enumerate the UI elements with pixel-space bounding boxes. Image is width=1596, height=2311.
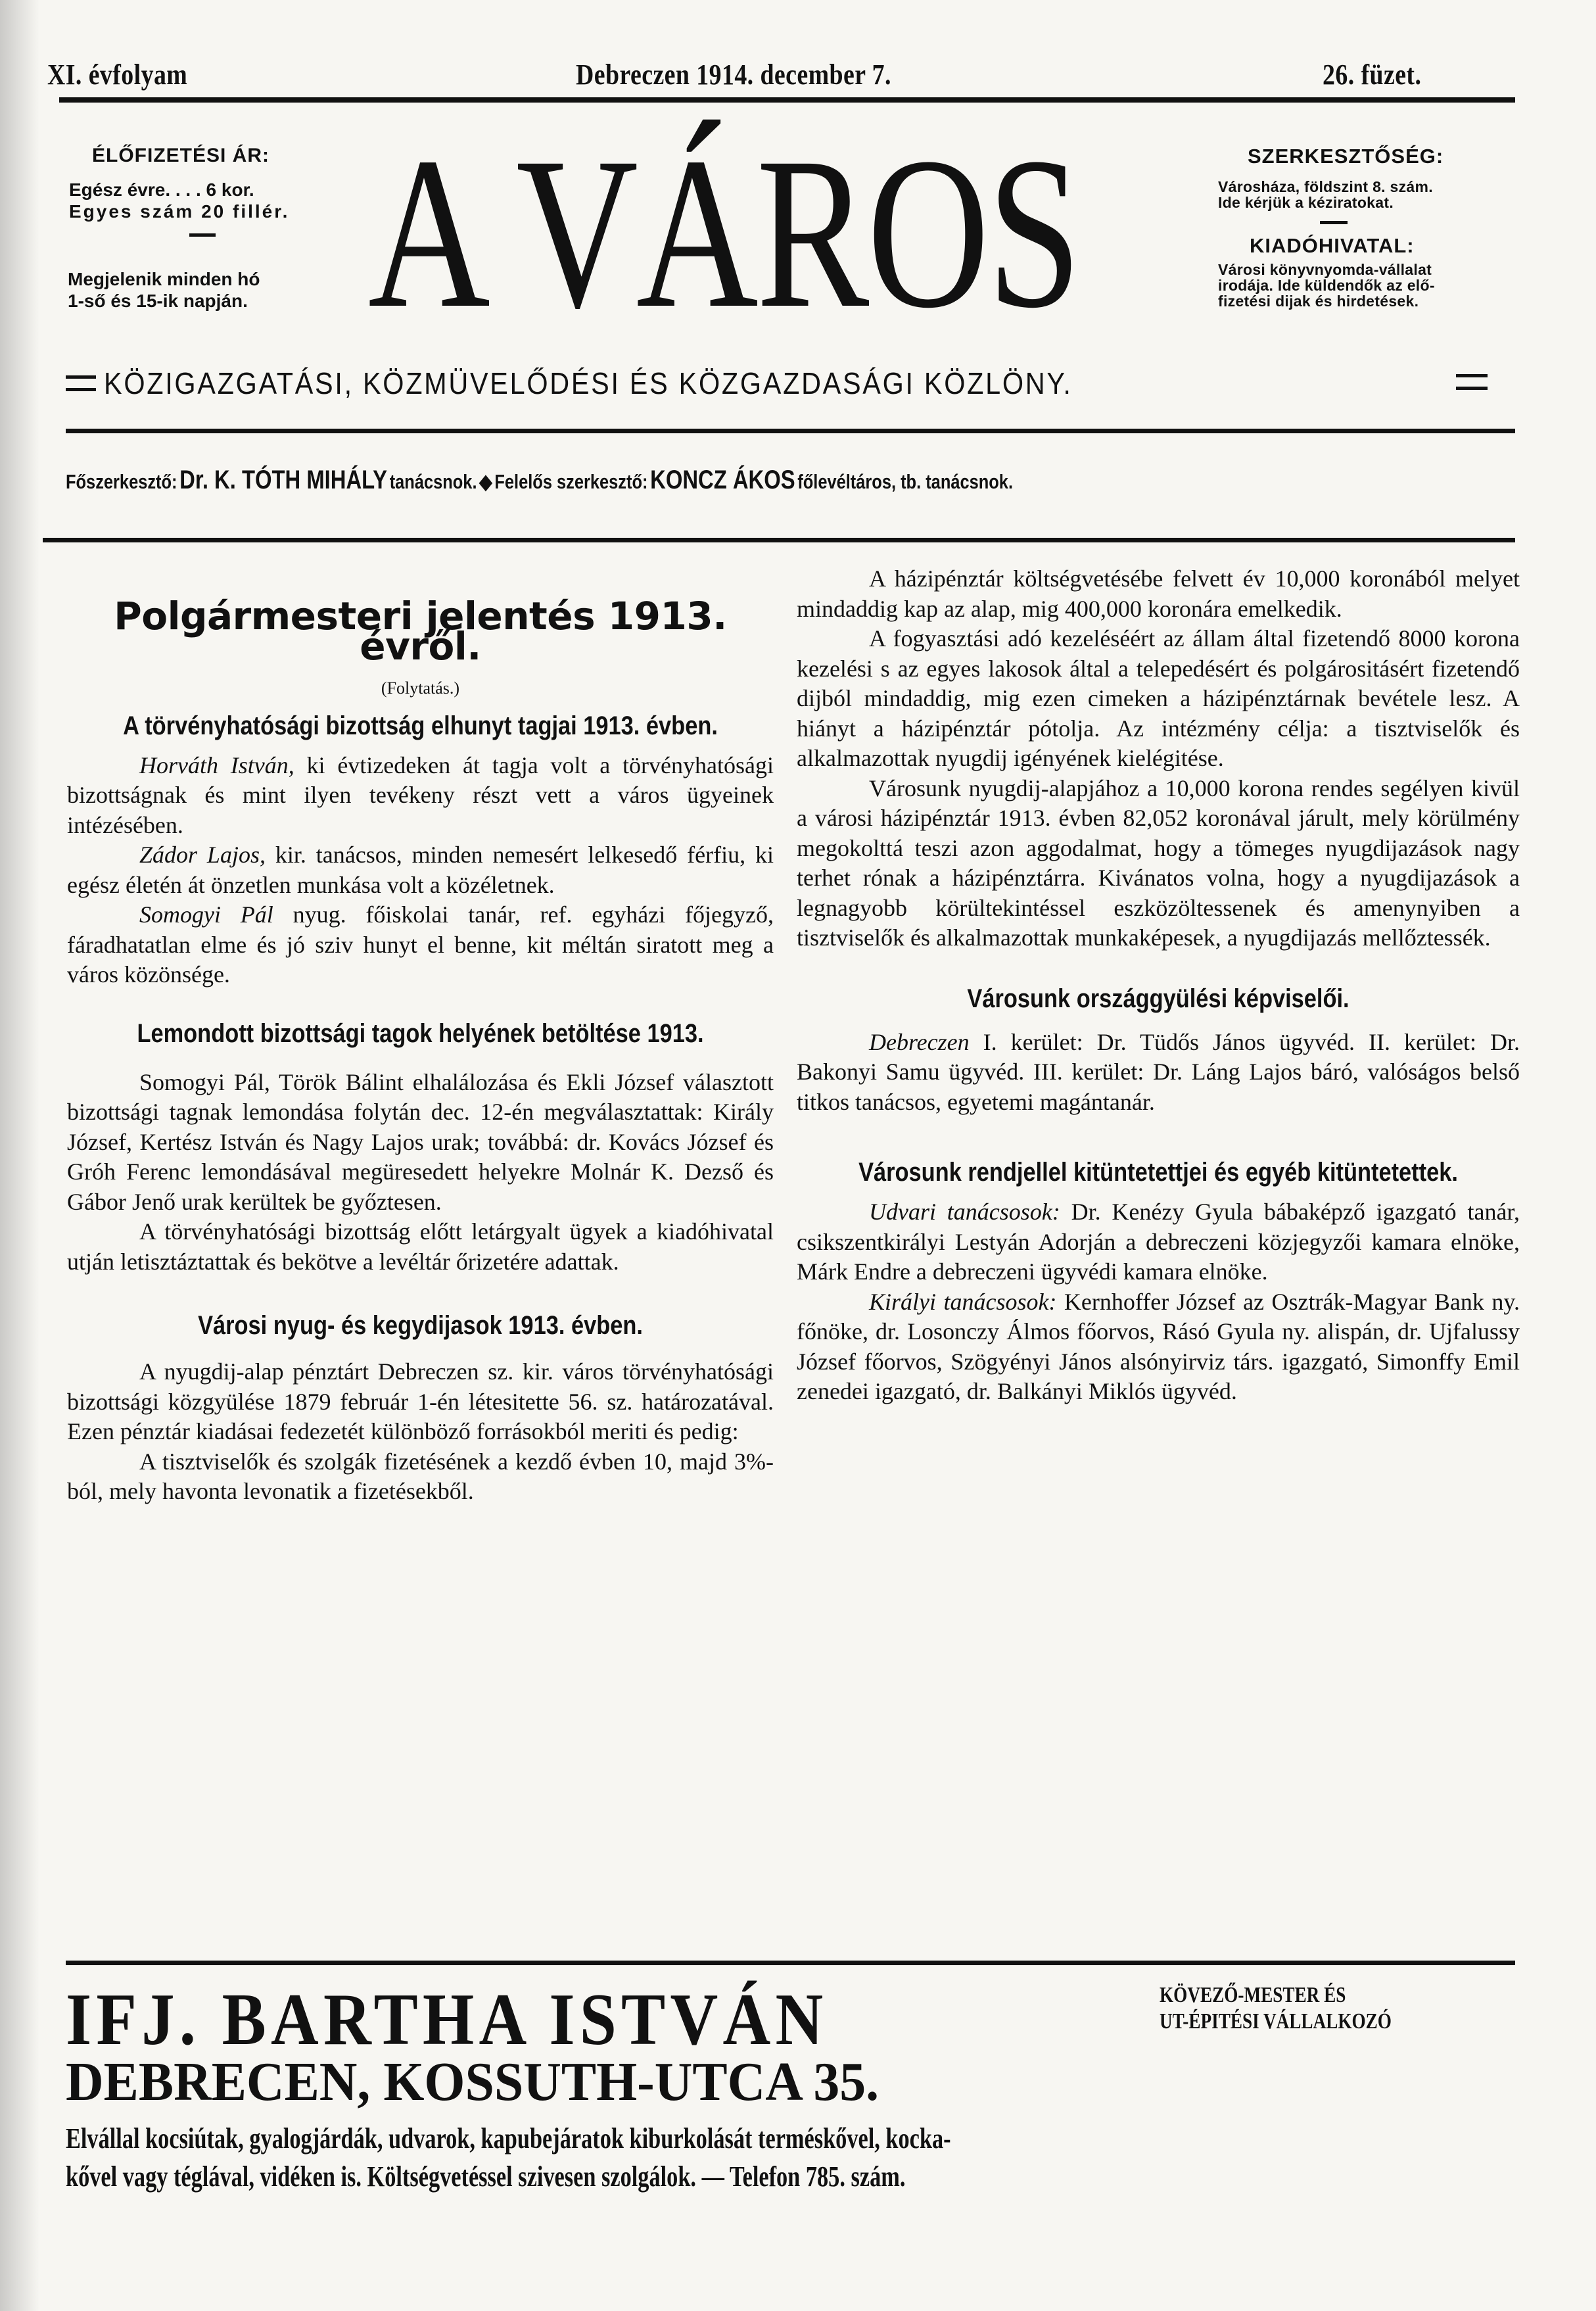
paragraph [67,751,774,841]
subtitle: KÖZIGAZGATÁSI, KÖZMÜVELŐDÉSI ÉS KÖZGAZDASÁGI KÖZLÖNY. [104,366,1073,400]
paragraph: Városunk nyugdij-alapjához a 10,000 korona rendes segélyen kivül a városi házipénztár 1913. évben 82,052 koronával járult, mely körülmény megokolttá teszi azon aggodalmat, hogy a tömeges nyugdijazások nagy terhet rónak a házipénztárra. Kivánatos volna, hogy a nyugdijazások a legnagyobb körültekintéssel eszközöltessenek és amenynyiben a tisztviselők és alkalmazottak munkaképesek, a nyugdijazás mellőztessék. [797,774,1520,951]
advert-body-line-1: Elvállal kocsiútak, gyalogjárdák, udvarok, kapubejáratok kiburkolását terméskővel, kocka- [66,2122,951,2155]
section-heading-pensioners: Városi nyug- és kegydijasok 1913. évben. [198,1311,643,1340]
paragraph-text: Dr. Kenézy Gyula bábaképző igazgató tanár, csikszentkirályi Lestyán Adorján a debreczeni közjegyzői kamara elnöke, Márk Endre a debreczeni ügyvédi kamara elnöke. [797,1199,1520,1285]
publisher-office-line1: Városi könyvnyomda-vállalat [1218,261,1432,278]
label: Udvari tanácsosok: [869,1199,1060,1225]
person-name: Somogyi Pál [139,901,273,928]
paragraph: A házipénztár költségvetésébe felvett év 10,000 koronából melyet mindaddig kap az alap, mig 400,000 koronára emelkedik. [797,565,1520,622]
chief-editor-name: Dr. K. TÓTH MIHÁLY [179,465,388,494]
subscription-yearly-price: Egész évre. . . . 6 kor. [69,179,254,200]
place-date: Debreczen 1914. december 7. [576,59,891,91]
publisher-office-line2: irodája. Ide küldendők az elő- [1218,277,1435,294]
paragraph: Somogyi Pál, Török Bálint elhalálozása és Ekli József választott bizottsági tagnak lemondása folytán dec. 12-én megválasztattak: Király József, Kertész István és Nagy Lajos urak; továbbá: dr. Kovács József és Gróh Ferenc lemondásával megüresedett helyekre Molnár K. Dezső és Gábor Jenő urak kerültek be győztesen. [67,1068,774,1215]
paragraph [67,840,774,900]
responsible-editor-label: Felelős szerkesztő: [494,470,648,493]
publication-frequency: Megjelenik minden hó [68,269,260,289]
subscription-single-price: Egyes szám 20 fillér. [69,201,290,222]
paragraph-text: nyug. főiskolai tanár, ref. egyházi főjegyző, fáradhatatlan elme és jó sziv hunyt el benne, kit méltán siratott meg a város közönsége. [67,901,774,988]
paragraph: A törvényhatósági bizottság előtt letárgyalt ügyek a kiadóhivatal utján letisztáztattak és bekötve a levéltár őrizetére adattak. [67,1218,774,1275]
advert-company-name: IFJ. BARTHA ISTVÁN [66,1979,828,2061]
chief-editor-title: tanácsnok. [389,470,477,493]
left-column [67,594,774,1507]
responsible-editor-name: KONCZ ÁKOS [650,465,795,494]
advert-address: DEBRECEN, KOSSUTH-UTCA 35. [66,2051,880,2112]
advert-body-line-2: kővel vagy téglával, vidéken is. Költségvetéssel szivesen szolgálok. — Telefon 785. szám. [66,2160,906,2193]
paragraph [797,1028,1520,1118]
paragraph: A fogyasztási adó kezeléséért az állam által fizetendő 8000 korona kezelési s az egyes lakosok által a telepedésért és polgárositásért fizetendő dijból mindaddig, mig ezen cimeken a házipénztárnak bevétele lesz. A hiányt a házipénztár pótolja. Az intézmény célja: a tisztviselők és alkalmazottak nyugdij igényének kielégitése. [797,625,1520,771]
subtitle-rule [66,429,1515,433]
advert-tagline-2: UT-ÉPITÉSI VÁLLALKOZÓ [1160,2009,1392,2034]
responsible-editor-title: főlevéltáros, tb. tanácsnok. [797,470,1014,493]
editors-rule [43,538,1515,542]
paragraph [67,900,774,990]
editors-line [66,465,1013,495]
subtitle-row [66,366,1512,401]
chief-editor-label: Főszerkesztő: [66,470,177,493]
place-name: Debreczen [869,1028,970,1055]
advert-rule [66,1961,1515,1965]
paragraph: A tisztviselők és szolgák fizetésének a kezdő évben 10, majd 3%-ból, mely havonta levonatik a fizetésekből. [67,1448,774,1504]
diamond-separator-icon: ◆ [479,470,492,493]
editorial-office-note: Ide kérjük a kéziratokat. [1218,194,1394,211]
label: Királyi tanácsosok: [869,1288,1057,1315]
double-rule-ornament [66,375,96,391]
section-heading-deceased-members: A törvényhatósági bizottság elhunyt tagjai 1913. évben. [123,711,718,740]
paragraph [797,1287,1520,1407]
paragraph: A nyugdij-alap pénztárt Debreczen sz. kir. város törvényhatósági bizottsági közgyülése 1879 február 1-én létesitette 56. sz. határozatával. Ezen pénztár kiadásai fedezetét különböző forrásokból meriti és pedig: [67,1358,774,1444]
editorial-office-address: Városháza, földszint 8. szám. [1218,178,1433,195]
advert-tagline-1: KÖVEZŐ-MESTER ÉS [1160,1983,1346,2007]
section-heading-parliament-members: Városunk országgyülési képviselői. [967,984,1350,1013]
paragraph-text: kir. tanácsos, minden nemesért lelkesedő férfiu, ki egész életén át önzetlen munkása volt a közéletnek. [67,842,774,898]
continued-note: (Folytatás.) [381,679,460,698]
paragraph-text: ki évtizedeken át tagja volt a törvényhatósági bizottságnak és mint ilyen tevékeny részt vett a város ügyeinek intézésében. [67,751,774,838]
article-title: Polgármesteri jelentés 1913. évről. [114,594,727,669]
editorial-office-title: SZERKESZTŐSÉG: [1248,145,1444,168]
double-rule-ornament [1456,374,1488,390]
publication-days: 1-ső és 15-ik napján. [68,291,248,311]
section-heading-decorated: Városunk rendjellel kitüntetettjei és egyéb kitüntetettek. [858,1158,1458,1187]
person-name: Zádor Lajos, [139,842,266,868]
section-heading-resigned-members: Lemondott bizottsági tagok helyének betöltése 1913. [137,1018,704,1048]
right-column [797,564,1520,1407]
masthead-title: A VÁROS [368,113,1080,353]
paragraph-text: I. kerület: Dr. Tüdős János ügyvéd. II. kerület: Dr. Bakonyi Samu ügyvéd. III. kerület: Dr. Láng Lajos báró, valóságos belső titkos tanácsos, egyetemi magántanár. [797,1028,1520,1115]
publisher-office-line3: fizetési dijak és hirdetések. [1218,293,1419,310]
divider-dash [189,233,216,237]
divider-dash [1320,221,1348,224]
issue-number: 26. füzet. [1323,59,1422,91]
scan-edge-shadow [0,0,39,2311]
subscription-title: ÉLŐFIZETÉSI ÁR: [92,145,270,166]
person-name: Horváth István, [139,751,294,778]
header-rule [59,97,1515,103]
paragraph-text: Kernhoffer József az Osztrák-Magyar Bank ny. főnöke, dr. Losonczy Álmos főorvos, Rásó Gyula ny. alispán, dr. Ujfalussy József főorvos, Szögyényi János alsónyirviz társ. igazgató, Simonffy Emil zenedei igazgató, dr. Balkányi Miklós ügyvéd. [797,1288,1520,1404]
paragraph [797,1197,1520,1287]
publisher-office-title: KIADÓHIVATAL: [1250,234,1415,257]
volume-label: XI. évfolyam [47,59,188,91]
